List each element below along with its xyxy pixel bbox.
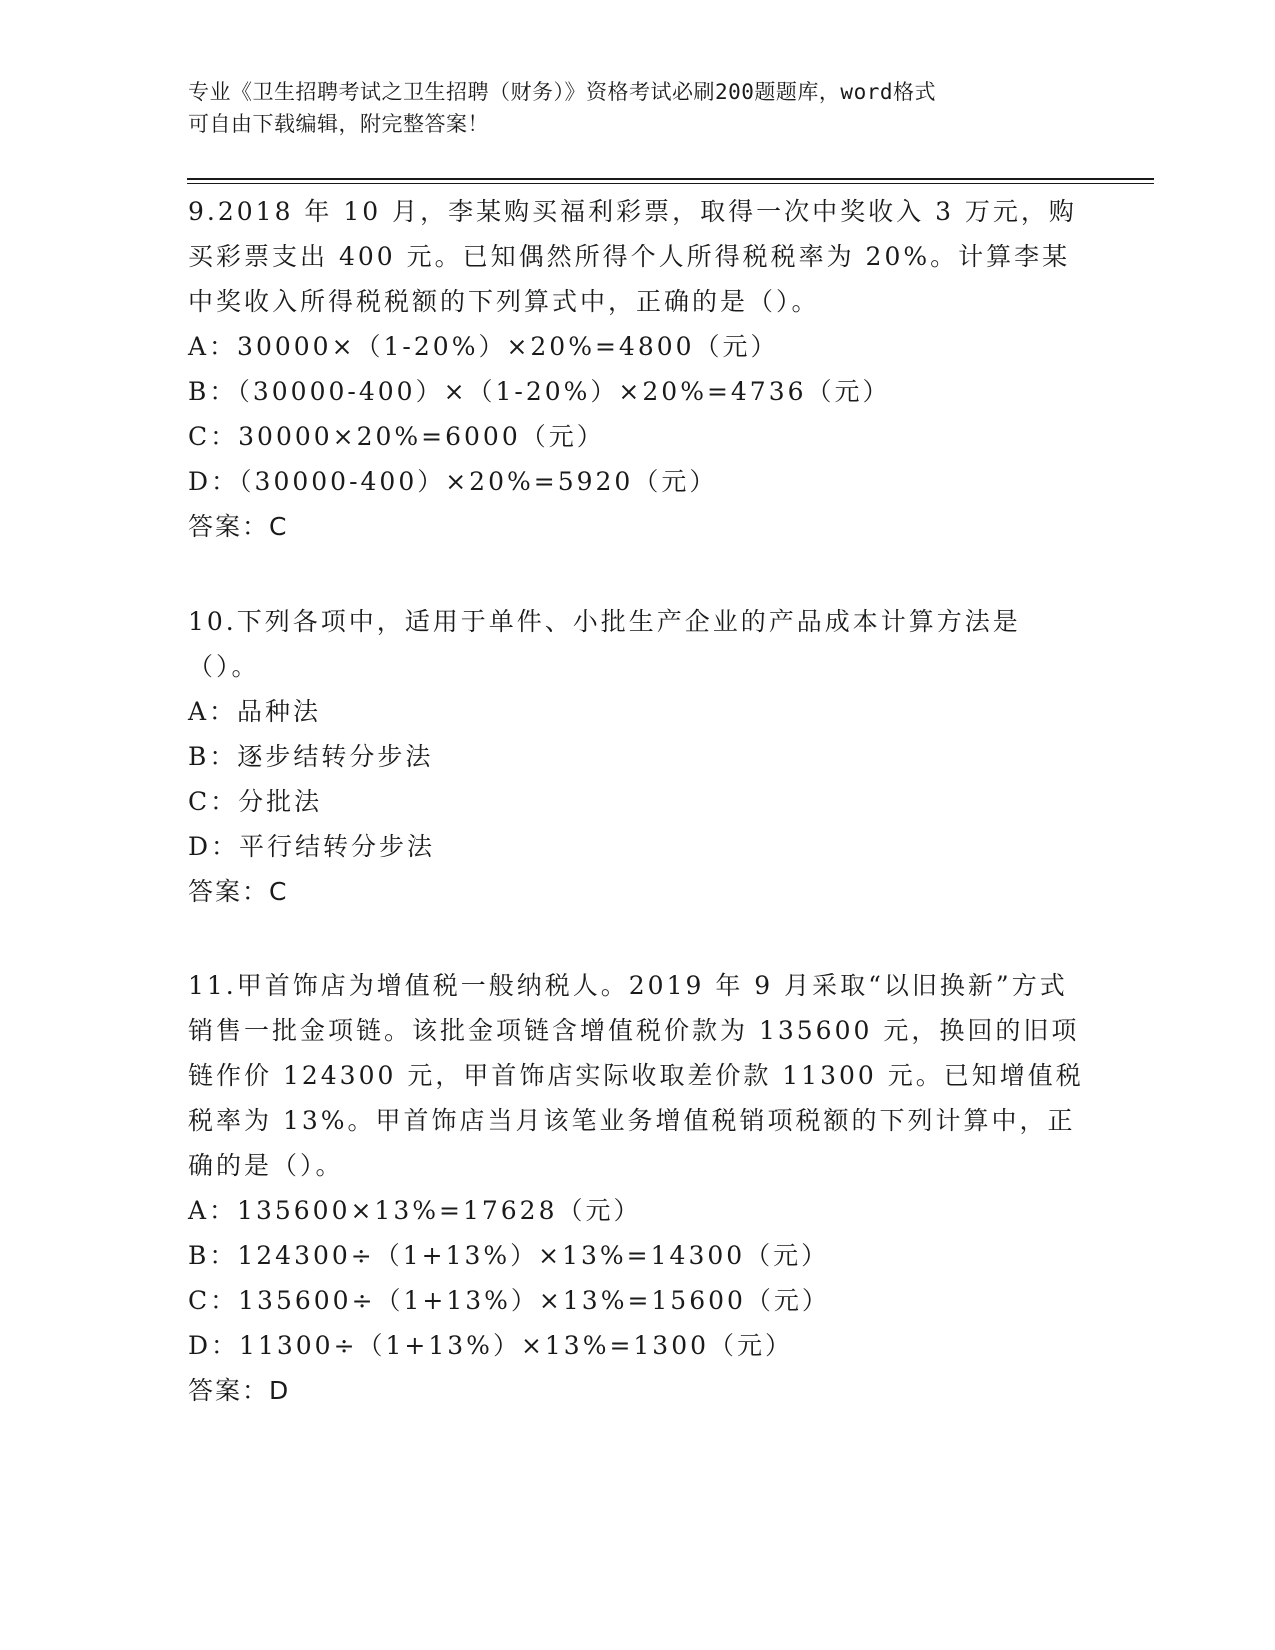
header-divider-thick	[187, 178, 1154, 180]
option-a: A：135600×13%=17628（元）	[188, 1196, 642, 1225]
option-d: D：平行结转分步法	[188, 832, 436, 861]
question-10	[188, 599, 1088, 914]
question-stem: 9.2018 年 10 月，李某购买福利彩票，取得一次中奖收入 3 万元，购买彩票支出 400 元。已知偶然所得个人所得税税率为 20%。计算李某中奖收入所得税税额的下列算式中，正确的是（）。	[188, 197, 1077, 316]
question-11	[188, 963, 1088, 1413]
option-d: D：（30000-400）×20%=5920（元）	[188, 467, 718, 496]
question-stem: 10.下列各项中，适用于单件、小批生产企业的产品成本计算方法是（）。	[188, 607, 1021, 681]
option-c: C：135600÷（1+13%）×13%=15600（元）	[188, 1286, 830, 1315]
header-title-line-1: 专业《卫生招聘考试之卫生招聘（财务）》资格考试必刷200题题库，word格式	[188, 80, 936, 104]
document-header	[188, 76, 1078, 140]
option-b: B：（30000-400）×（1-20%）×20%=4736（元）	[188, 377, 891, 406]
option-c: C：30000×20%=6000（元）	[188, 422, 605, 451]
question-stem: 11.甲首饰店为增值税一般纳税人。2019 年 9 月采取“以旧换新”方式销售一批金项链。该批金项链含增值税价款为 135600 元，换回的旧项链作价 124300 元，甲首饰店实际收取差价款 11300 元。已知增值税税率为 13%。甲首饰店当月该笔业务增值税销项税额的下列计算中，正确的是（）。	[188, 971, 1084, 1180]
header-title-line-2: 可自由下载编辑，附完整答案！	[188, 112, 489, 136]
option-c: C：分批法	[188, 787, 323, 816]
option-a: A：30000×（1-20%）×20%=4800（元）	[188, 332, 779, 361]
answer-line: 答案：C	[188, 877, 289, 906]
option-a: A：品种法	[188, 697, 322, 726]
option-b: B：124300÷（1+13%）×13%=14300（元）	[188, 1241, 830, 1270]
question-9	[188, 189, 1088, 549]
header-divider-thin	[187, 183, 1154, 184]
answer-line: 答案：D	[188, 1376, 291, 1405]
option-d: D：11300÷（1+13%）×13%=1300（元）	[188, 1331, 794, 1360]
answer-line: 答案：C	[188, 512, 289, 541]
option-b: B：逐步结转分步法	[188, 742, 434, 771]
